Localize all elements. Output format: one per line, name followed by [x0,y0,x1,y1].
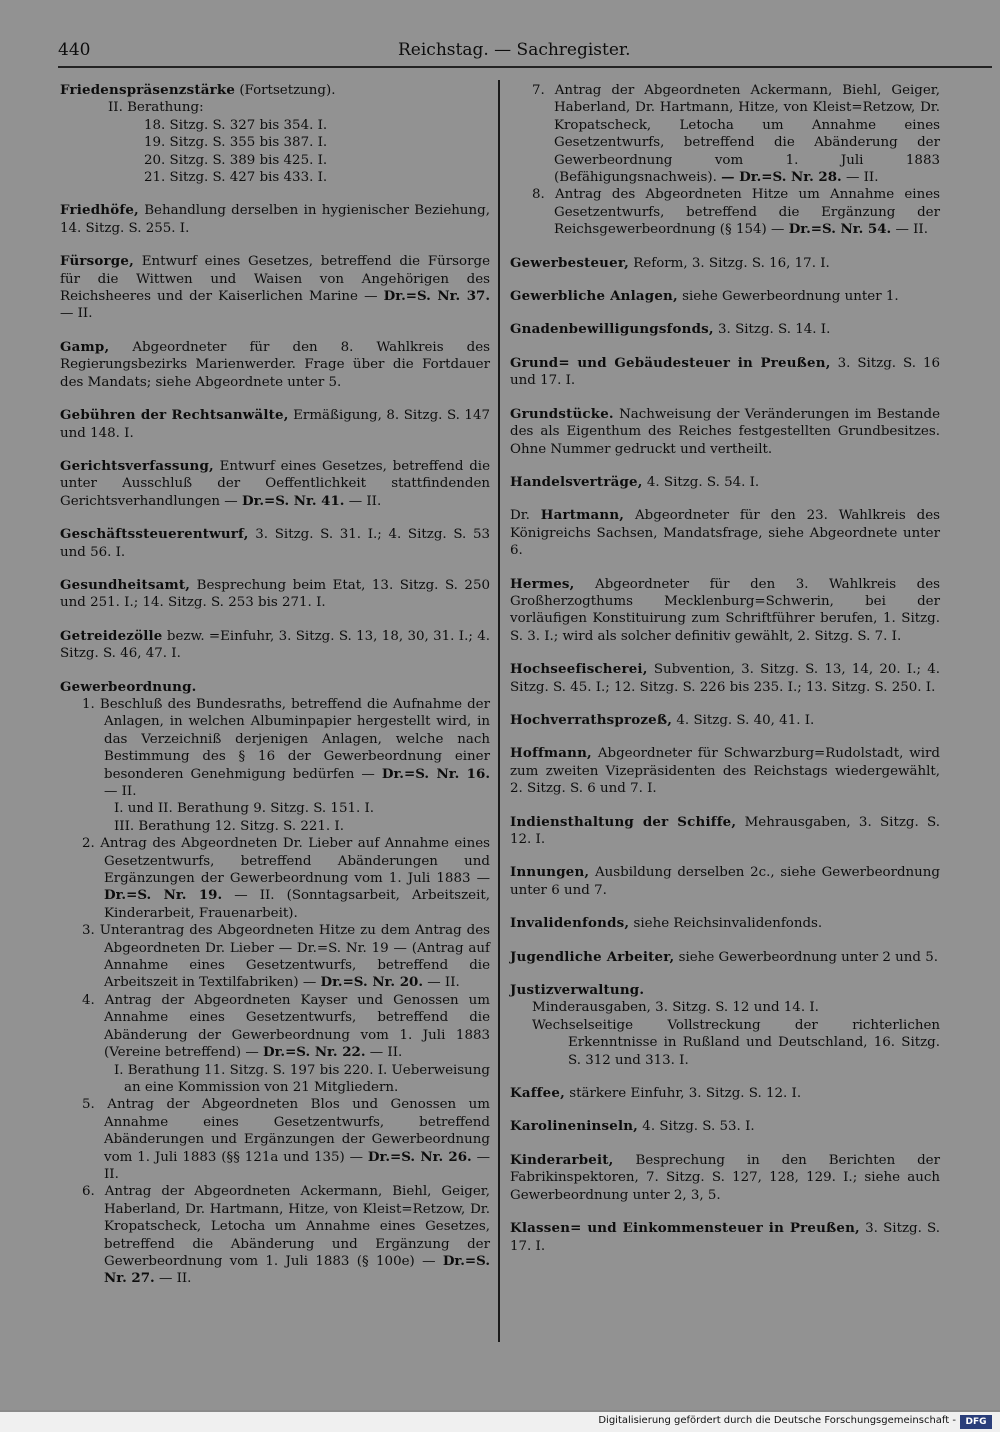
index-entry [60,526,490,561]
entry-headword: Invalidenfonds, [510,915,630,932]
item-text: 5. Antrag der Abgeordneten Blos und Genossen um Annahme eines Gesetzentwurfs, betreffend Abänderungen und Ergänzungen der Gewerbeordnung vom 1. Juli 1883 (§§ 121a und 135) — [82,1097,490,1165]
list-item [60,835,490,922]
item-text: — II. [895,222,928,238]
entry-text: Abgeordneter für Schwarzburg=Rudolstadt, wird zum zweiten Vizepräsidenten des Reichstags wiedergewählt, 2. Sitzg. S. 6 und 7. I. [510,746,940,797]
entry-headword: Friedenspräsenzstärke [60,82,236,98]
item-text: 7. Antrag der Abgeordneten Ackermann, Biehl, Geiger, Haberland, Dr. Hartmann, Hitze, von Kleist=Retzow, Dr. Kropatscheck, Letocha um Annahme eines Gesetzentwurfs, betreffend die Abänderung der Gewerbeordnung vom 1. Juli 1883 (Befähigungsnachweis). [532,83,940,186]
entry-text: Besprechung beim Etat, 13. Sitzg. S. 250 und 251. I.; 14. Sitzg. S. 253 bis 271. I. [60,577,490,611]
index-entry [510,1152,940,1204]
entry-headword: Gamp, [60,338,110,355]
document-reference: Dr.=S. Nr. 22. [262,1044,366,1061]
entry-headword: Getreidezölle [60,627,163,644]
entry-headword: Handelsverträge, [510,473,643,490]
entry-headword: Jugendliche Arbeiter, [510,948,675,965]
index-entry [510,255,940,272]
entry-headword: Gewerbliche Anlagen, [510,288,678,305]
left-column [60,82,490,1304]
document-reference: Dr.=S. Nr. 19. [104,887,223,904]
entry-headword: Justizverwaltung. [510,982,645,999]
entry-text: Mehrausgaben, 3. Sitzg. S. 12. I. [510,814,940,847]
index-entry [510,1085,940,1102]
entry-headword: Geschäftssteuerentwurf, [60,526,249,543]
page-number: 440 [58,40,91,60]
item-text: 3. Unterantrag des Abgeordneten Hitze zu dem Antrag des Abgeordneten Dr. Lieber — Dr.=S. Nr. 19 — (Antrag auf Annahme eines Gesetzentwurfs, betreffend die Arbeitszeit in Textilfabriken) — [82,923,490,991]
index-entry [510,864,940,899]
index-entry [510,321,940,338]
entry-text: Subvention, 3. Sitzg. S. 13, 14, 20. I.; 4. Sitzg. S. 45. I.; 12. Sitzg. S. 226 bis 235. I.; 13. Sitzg. S. 250. I. [510,662,940,695]
list-subitem: Wechselseitige Vollstreckung der richterlichen Erkenntnisse in Rußland und Deutschland, 16. Sitzg. S. 312 und 313. I. [532,1017,940,1068]
entry-headword: Hochseefischerei, [510,661,648,678]
index-entry [510,355,940,390]
entry-headword: Hoffmann, [510,745,592,762]
index-entry [60,82,490,186]
entry-headword: Friedhöfe, [60,202,139,219]
index-entry [60,407,490,442]
funding-footer [0,1412,1000,1432]
entry-text: stärkere Einfuhr, 3. Sitzg. S. 12. I. [569,1086,802,1102]
entry-prefix: Dr. [510,508,530,524]
item-text: 2. Antrag des Abgeordneten Dr. Lieber auf Annahme eines Gesetzentwurfs, betreffend Abänderungen und Ergänzungen der Gewerbeordnung vom 1. Juli 1883 — [82,836,490,887]
list-item [60,696,490,800]
entry-text: (Fortsetzung). [239,83,336,98]
index-entry [60,458,490,510]
item-text: — II. [158,1271,192,1287]
entry-headword: Innungen, [510,864,590,881]
list-item [60,1096,490,1183]
entry-text: Ausbildung derselben 2c., siehe Gewerbeordnung unter 6 und 7. [510,865,940,898]
entry-headword: Fürsorge, [60,253,134,270]
entry-subline: 21. Sitzg. S. 427 bis 433. I. [144,170,328,186]
entry-text: Abgeordneter für den 8. Wahlkreis des Regierungsbezirks Marienwerder. Frage über die Fortdauer des Mandats; siehe Abgeordnete unter 5. [60,339,490,390]
running-title: Reichstag. — Sachregister. [398,40,631,60]
entry-headword: Klassen= und Einkommensteuer in Preußen, [510,1220,860,1237]
document-reference: Dr.=S. Nr. 54. [788,221,892,238]
entry-text: Besprechung in den Berichten der Fabrikinspektoren, 7. Sitzg. S. 127, 128, 129. I.; siehe auch Gewerbeordnung unter 2, 3, 5. [510,1152,940,1203]
entry-text: Behandlung derselben in hygienischer Beziehung, 14. Sitzg. S. 255. I. [60,203,491,236]
document-reference: Dr.=S. Nr. 27. [104,1252,490,1287]
entry-headword: Gesundheitsamt, [60,576,191,593]
entry-text: 3. Sitzg. S. 17. I. [510,1221,940,1254]
index-entry [510,814,940,849]
entry-subline: 18. Sitzg. S. 327 bis 354. I. [144,117,328,133]
list-subitem: I. und II. Berathung 9. Sitzg. S. 151. I. [114,801,375,817]
entry-text: Entwurf eines Gesetzes, betreffend die Fürsorge für die Wittwen und Waisen von Angehörigen des Reichsheeres und der Kaiserlichen Marine — [60,254,490,305]
entry-headword: Gewerbeordnung. [60,678,197,695]
item-text: — II. (Sonntagsarbeit, Arbeitszeit, Kinderarbeit, Frauenarbeit). [104,888,490,921]
entry-text: Reform, 3. Sitzg. S. 16, 17. I. [633,255,830,271]
index-entry [60,628,490,663]
index-entry [510,82,940,239]
entry-text: 4. Sitzg. S. 53. I. [642,1119,755,1135]
item-text: — II. [427,975,460,991]
entry-headword: Kaffee, [510,1085,565,1102]
entry-headword: Gerichtsverfassung, [60,457,214,474]
index-entry [60,679,490,1288]
entry-text: Entwurf eines Gesetzes, betreffend die unter Ausschluß der Oeffentlichkeit stattfindenden Gerichtsverhandlungen — [60,458,490,509]
entry-text: Abgeordneter für den 3. Wahlkreis des Großherzogthums Mecklenburg=Schwerin, bei der vorläufigen Konstituirung zum Schriftführer berufen, 1. Sitzg. S. 3. I.; wird als solcher definitiv gewählt, 2. Sitzg. S. 7. I. [510,576,941,644]
entry-text: bezw. =Einfuhr, 3. Sitzg. S. 13, 18, 30, 31. I.; 4. Sitzg. S. 46, 47. I. [60,628,490,662]
item-text: 8. Antrag des Abgeordneten Hitze um Annahme eines Gesetzentwurfs, betreffend die Ergänzung der Reichsgewerbeordnung (§ 154) — [532,187,940,238]
item-text: — II. [104,1149,490,1182]
index-entry [510,949,940,966]
index-entry [510,507,940,559]
list-subitem: Minderausgaben, 3. Sitzg. S. 12 und 14. I. [532,1000,819,1016]
right-column [510,82,940,1271]
index-entry [510,712,940,729]
entry-headword: Grundstücke. [510,405,614,422]
entry-headword: Gebühren der Rechtsanwälte, [60,407,289,424]
header-rule [58,66,992,68]
item-text: — II. [104,784,137,799]
list-subitem: III. Berathung 12. Sitzg. S. 221. I. [114,818,344,834]
index-entry [510,1118,940,1135]
entry-headword: Karolineninseln, [510,1118,639,1135]
document-reference: Dr.=S. Nr. 16. [381,765,490,782]
entry-text: 4. Sitzg. S. 40, 41. I. [676,712,815,728]
index-entry [510,1220,940,1255]
entry-headword: Gewerbesteuer, [510,254,629,271]
item-text: — II. [845,170,879,186]
entry-text: siehe Gewerbeordnung unter 2 und 5. [678,949,938,965]
entry-text: 4. Sitzg. S. 54. I. [646,474,760,490]
entry-headword: Hermes, [510,575,575,592]
entry-subline: II. Berathung: [108,100,204,116]
index-entry [60,339,490,391]
index-entry [510,745,940,797]
document-reference: Dr.=S. Nr. 37. [383,288,490,305]
column-divider [498,80,500,1342]
entry-text: Nachweisung der Veränderungen im Bestande des als Eigenthum des Reiches festgestellten Grundbesitzes. Ohne Nummer gedruckt und vertheilt. [510,406,940,457]
entry-headword: Grund= und Gebäudesteuer in Preußen, [510,354,831,371]
index-entry [510,576,940,646]
entry-text: 3. Sitzg. S. 16 und 17. I. [510,355,940,389]
item-text: 1. Beschluß des Bundesraths, betreffend die Aufnahme der Anlagen, in welchen Albuminpapier hergestellt wird, in das Verzeichniß derjenigen Anlagen, welche nach Bestimmung des § 16 der Gewerbeordnung einer besonderen Genehmigung bedürfen — [82,696,490,782]
list-item [60,992,490,1062]
document-reference: Dr.=S. Nr. 20. [320,974,424,991]
index-entry [510,288,940,305]
item-text: — II. [369,1045,403,1061]
entry-text: siehe Reichsinvalidenfonds. [633,916,823,932]
index-entry [60,577,490,612]
page-header [58,38,992,68]
entry-text: — II. [60,306,93,322]
entry-text: 3. Sitzg. S. 31. I.; 4. Sitzg. S. 53 und 56. I. [60,527,490,560]
item-text: 6. Antrag der Abgeordneten Ackermann, Biehl, Geiger, Haberland, Dr. Hartmann, Hitze, von Kleist=Retzow, Dr. Kropatscheck, Letocha um Annahme eines Gesetzes, betreffend die Abänderung und Ergänzung der Gewerbeordnung vom 1. Juli 1883 (§ 100e) — [82,1184,490,1269]
document-reference: Dr.=S. Nr. 41. [241,492,345,509]
index-entry [510,661,940,696]
entry-headword: Gnadenbewilligungsfonds, [510,321,714,338]
list-item [60,1183,490,1287]
index-entry [510,915,940,932]
list-item [510,186,940,238]
index-entry [60,202,490,237]
entry-text: 3. Sitzg. S. 14. I. [718,322,831,338]
entry-headword: Hartmann, [540,507,625,524]
dfg-logo: DFG [960,1415,992,1429]
index-entry [60,253,490,323]
index-entry [510,982,940,1069]
document-reference: Dr.=S. Nr. 26. [367,1148,472,1165]
entry-headword: Indiensthaltung der Schiffe, [510,813,737,830]
entry-headword: Hochverrathsprozeß, [510,711,673,728]
item-text: 4. Antrag der Abgeordneten Kayser und Genossen um Annahme eines Gesetzentwurfs, betreffend die Abänderung der Gewerbeordnung vom 1. Juli 1883 (Vereine betreffend) — [82,992,490,1061]
document-reference: — Dr.=S. Nr. 28. [721,169,842,186]
list-subitem: I. Berathung 11. Sitzg. S. 197 bis 220. I. Ueberweisung an eine Kommission von 21 Mitgliedern. [114,1062,490,1095]
index-entry [510,474,940,491]
entry-subline: 20. Sitzg. S. 389 bis 425. I. [144,152,328,168]
entry-headword: Kinderarbeit, [510,1151,614,1168]
entry-text: Ermäßigung, 8. Sitzg. S. 147 und 148. I. [60,408,490,441]
list-item [510,82,940,186]
entry-text: — II. [348,493,382,509]
list-item [60,922,490,992]
index-entry [510,406,940,458]
entry-text: siehe Gewerbeordnung unter 1. [682,289,899,305]
entry-subline: 19. Sitzg. S. 355 bis 387. I. [144,135,328,151]
funding-notice: Digitalisierung gefördert durch die Deutsche Forschungsgemeinschaft - [598,1415,956,1426]
entry-text: Abgeordneter für den 23. Wahlkreis des Königreichs Sachsen, Mandatsfrage, siehe Abgeordnete unter 6. [510,508,940,559]
